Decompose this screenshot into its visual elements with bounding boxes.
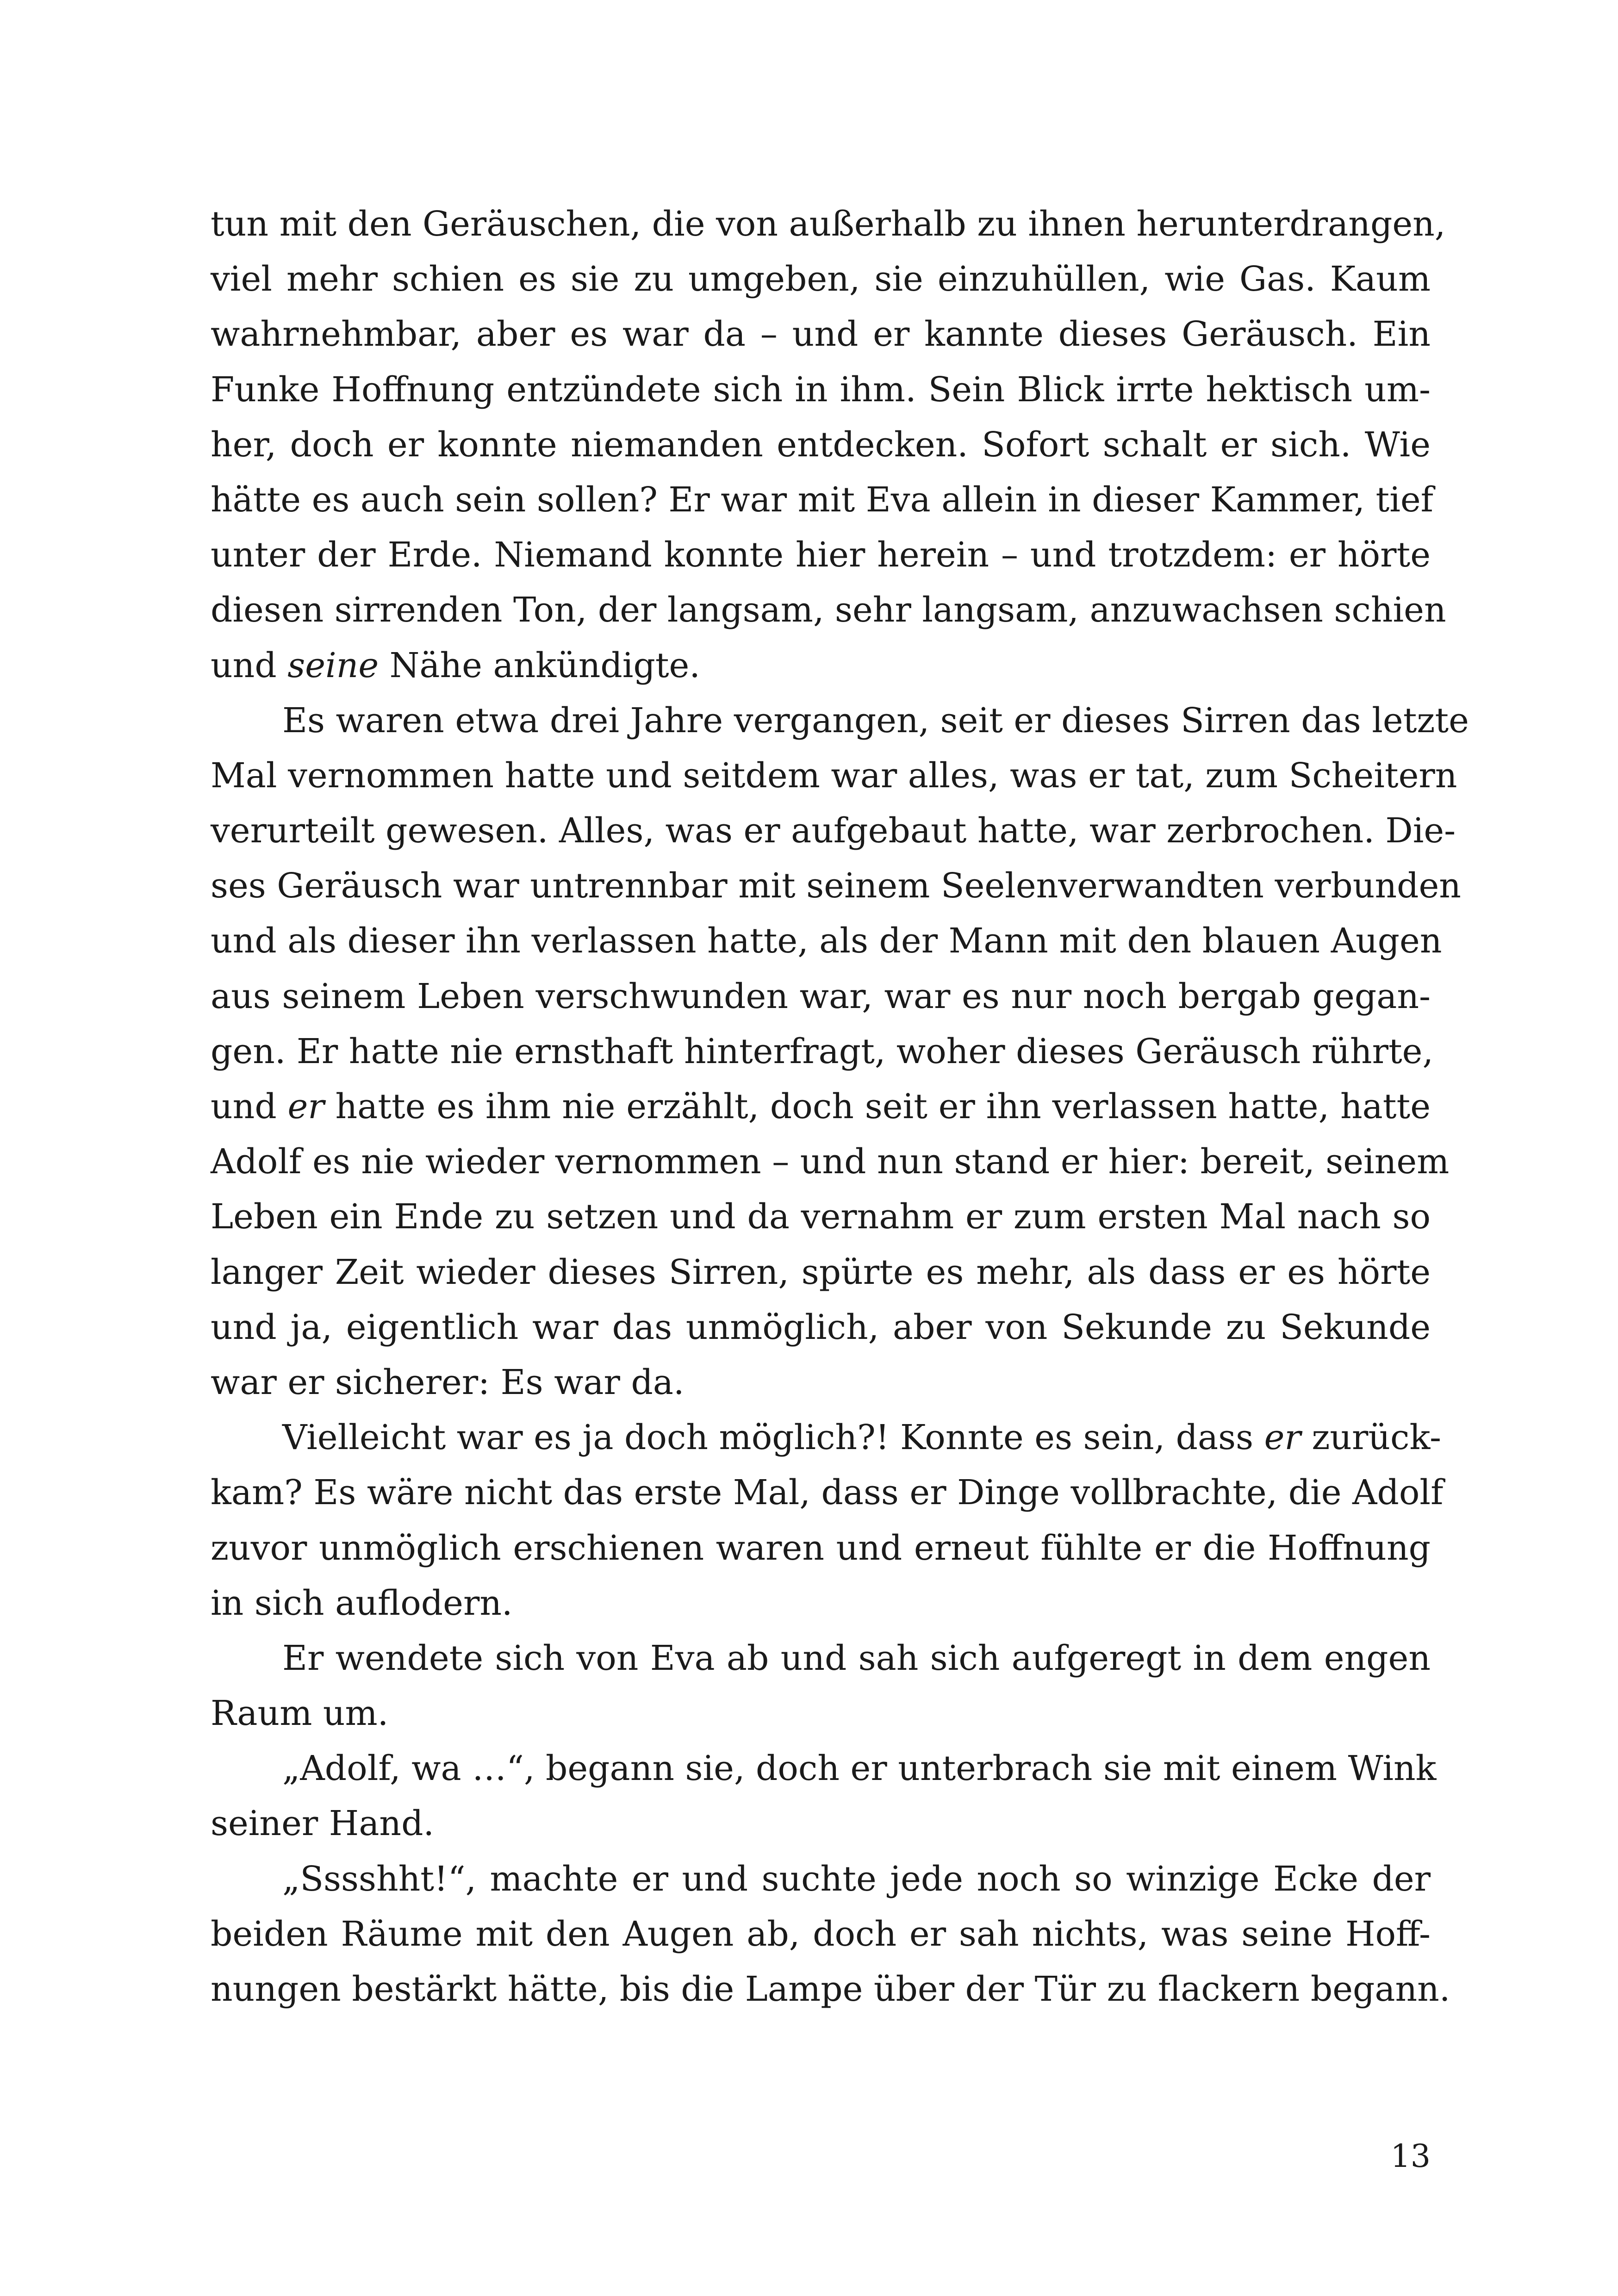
text-line: in sich auflodern. [211,1583,513,1623]
text-line: Leben ein Ende zu setzen und da vernahm er zum ersten Mal nach so [211,1197,1431,1237]
text-line [211,638,1431,693]
text-line: diesen sirrenden Ton, der langsam, sehr langsam, anzuwachsen schien [211,590,1446,630]
text-line: und als dieser ihn verlassen hatte, als der Mann mit den blauen Augen [211,921,1442,961]
text-line: Er wendete sich von Eva ab und sah sich aufgeregt in dem engen [282,1638,1431,1678]
italic-emphasis: er [287,1087,324,1126]
text-line: Adolf es nie wieder vernommen – und nun stand er hier: bereit, seinem [211,1142,1450,1182]
page-number: 13 [1390,2138,1431,2175]
text-line: verurteilt gewesen. Alles, was er aufgebaut hatte, war zerbrochen. Die- [211,811,1456,851]
text-segment: zurück- [1301,1418,1441,1458]
text-segment: Vielleicht war es ja doch möglich?! Konnte es sein, dass [282,1418,1264,1458]
body-text [211,197,1469,2017]
text-line: „Adolf, wa …“, begann sie, doch er unterbrach sie mit einem Wink [282,1748,1437,1789]
italic-emphasis: seine [287,645,379,685]
text-line: war er sicherer: Es war da. [211,1362,685,1402]
text-line: ses Geräusch war untrennbar mit seinem Seelenverwandten verbunden [211,866,1461,906]
text-line: Raum um. [211,1693,389,1734]
text-line: Es waren etwa drei Jahre vergangen, seit er dieses Sirren das letzte [282,700,1469,740]
text-line: „Sssshht!“, machte er und suchte jede noch so winzige Ecke der [282,1859,1431,1899]
text-line [211,1079,1431,1134]
text-line: und ja, eigentlich war das unmöglich, aber von Sekunde zu Sekunde [211,1307,1431,1347]
text-line: aus seinem Leben verschwunden war, war es nur noch bergab gegan- [211,976,1431,1016]
text-segment: und [211,1087,288,1126]
text-line: her, doch er konnte niemanden entdecken. Sofort schalt er sich. Wie [211,424,1431,465]
text-line: unter der Erde. Niemand konnte hier herein – und trotzdem: er hörte [211,535,1431,575]
text-line: viel mehr schien es sie zu umgeben, sie einzuhüllen, wie Gas. Kaum [211,259,1431,299]
italic-emphasis: er [1264,1418,1301,1458]
text-line: gen. Er hatte nie ernsthaft hinterfragt, woher dieses Geräusch rührte, [211,1031,1433,1071]
text-line [211,1410,1441,1465]
text-line: Funke Hoffnung entzündete sich in ihm. Sein Blick irrte hektisch um- [211,369,1431,410]
text-line: nungen bestärkt hätte, bis die Lampe über der Tür zu flackern begann. [211,1969,1450,2009]
text-line: kam? Es wäre nicht das erste Mal, dass er Dinge vollbrachte, die Adolf [211,1473,1444,1513]
text-segment: Nähe ankündigte. [379,645,700,685]
text-line: tun mit den Geräuschen, die von außerhalb zu ihnen herunterdrangen, [211,204,1446,244]
text-line: langer Zeit wieder dieses Sirren, spürte es mehr, als dass er es hörte [211,1252,1431,1292]
text-line: wahrnehmbar, aber es war da – und er kannte dieses Geräusch. Ein [211,314,1431,355]
text-segment: und [211,645,288,685]
text-line: beiden Räume mit den Augen ab, doch er sah nichts, was seine Hoff- [211,1914,1431,1954]
text-line: Mal vernommen hatte und seitdem war alles, was er tat, zum Scheitern [211,755,1457,796]
text-line: zuvor unmöglich erschienen waren und erneut fühlte er die Hoffnung [211,1528,1431,1568]
text-line: hätte es auch sein sollen? Er war mit Eva allein in dieser Kammer, tief [211,479,1434,520]
text-segment: hatte es ihm nie erzählt, doch seit er ihn verlassen hatte, hatte [324,1087,1431,1126]
text-line: seiner Hand. [211,1804,434,1844]
